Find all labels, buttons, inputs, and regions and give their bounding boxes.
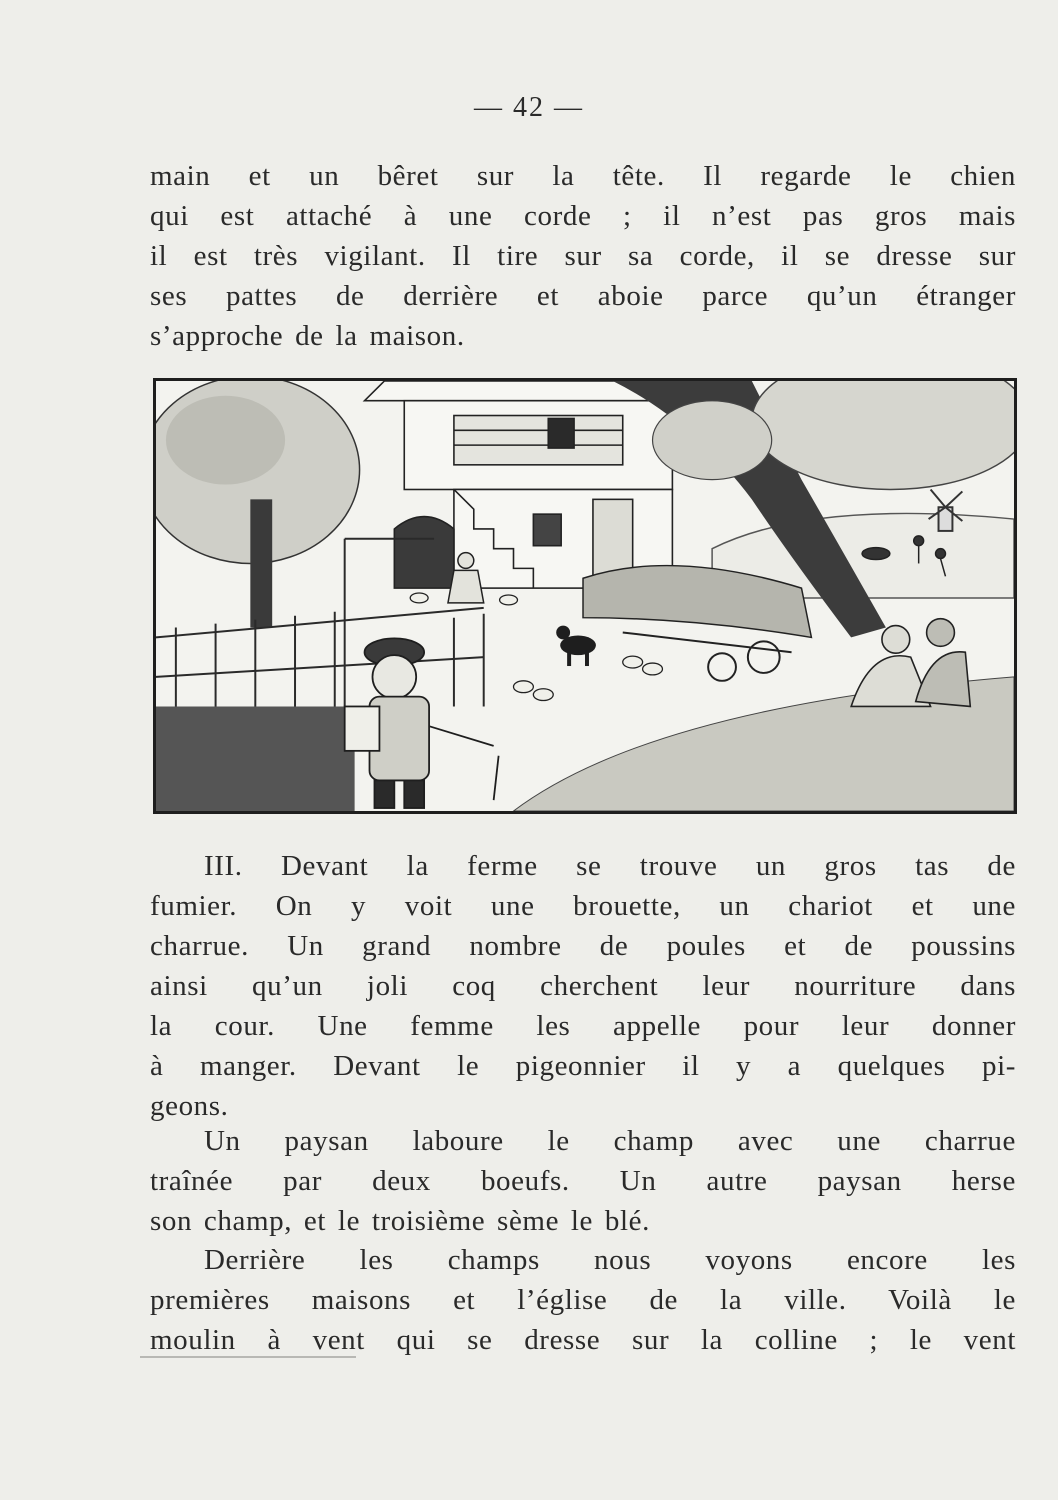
text-line: la cour. Une femme les appelle pour leur donner	[150, 1010, 1016, 1042]
text-line: charrue. Un grand nombre de poules et de poussins	[150, 930, 1016, 962]
text-line: moulin à vent qui se dresse sur la colline ; le vent	[150, 1324, 1016, 1356]
farm-scene-illustration	[153, 378, 1017, 814]
paragraph-windmill	[150, 1240, 1016, 1360]
text-line: il est très vigilant. Il tire sur sa corde, il se dresse sur	[150, 240, 1016, 272]
text-line: qui est attaché à une corde ; il n’est pas gros mais	[150, 200, 1016, 232]
text-line: ainsi qu’un joli coq cherchent leur nourriture dans	[150, 970, 1016, 1002]
text-line: main et un bêret sur la tête. Il regarde le chien	[150, 160, 1016, 192]
text-line: traînée par deux boeufs. Un autre paysan herse	[150, 1165, 1016, 1197]
text-line: geons.	[150, 1090, 229, 1122]
text-line: Derrière les champs nous voyons encore les	[204, 1244, 1016, 1276]
text-line: III. Devant la ferme se trouve un gros tas de	[204, 850, 1016, 882]
pencil-underline	[140, 1356, 356, 1358]
farmhouse	[365, 381, 693, 588]
text-line: ses pattes de derrière et aboie parce qu’un étranger	[150, 280, 1016, 312]
text-line: premières maisons et l’église de la ville. Voilà le	[150, 1284, 1016, 1316]
page-number: — 42 —	[474, 92, 584, 123]
paragraph-farmyard	[150, 846, 1016, 1126]
text-line: son champ, et le troisième sème le blé.	[150, 1205, 650, 1237]
text-line: Un paysan laboure le champ avec une charrue	[204, 1125, 1016, 1157]
dark-hedge	[156, 706, 355, 811]
text-line: s’approche de la maison.	[150, 320, 465, 352]
farm-scene-drawing	[156, 381, 1014, 811]
text-line: fumier. On y voit une brouette, un chariot et une	[150, 890, 1016, 922]
paragraph-dog	[150, 156, 1016, 356]
text-line: à manger. Devant le pigeonnier il y a quelques pi-	[150, 1050, 1016, 1082]
paragraph-ploughing	[150, 1121, 1016, 1241]
